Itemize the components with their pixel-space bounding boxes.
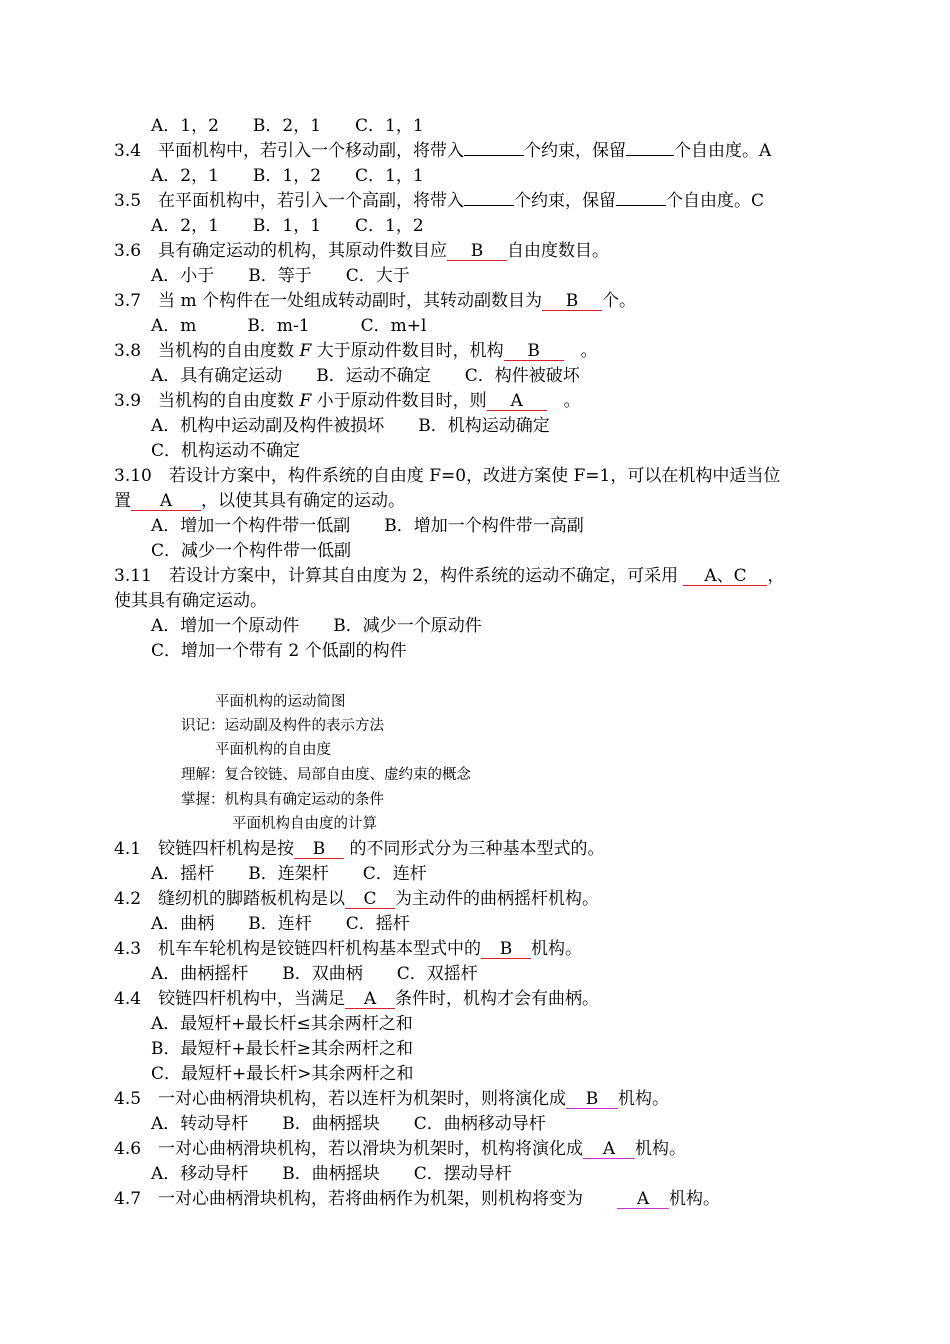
options-line <box>151 541 351 563</box>
line-text: C．最短杆+最长杆>其余两杆之和 <box>151 1064 414 1084</box>
options-line <box>151 416 550 438</box>
line-text: A．转动导杆 B．曲柄摇块 C．曲柄移动导杆 <box>151 1114 546 1134</box>
question-line <box>114 839 604 861</box>
answer-blank: A <box>487 392 547 411</box>
line-text: 个约束，保留 <box>524 141 627 161</box>
line-text: A．摇杆 B．连架杆 C．连杆 <box>151 864 427 884</box>
line-text: 自由度数目。 <box>507 241 610 261</box>
question-line <box>114 591 267 613</box>
line-text: 掌握：机构具有确定运动的条件 <box>181 792 384 808</box>
options-line <box>151 1039 413 1061</box>
outline-line <box>181 766 471 788</box>
line-text: A．机构中运动副及构件被损坏 B．机构运动确定 <box>151 416 550 436</box>
line-text: ，以使其具有确定的运动。 <box>201 491 405 511</box>
options-line <box>151 964 478 986</box>
line-text: A．曲柄摇杆 B．双曲柄 C．双摇杆 <box>151 964 478 984</box>
line-text: 条件时，机构才会有曲柄。 <box>395 989 600 1009</box>
options-line <box>151 441 300 463</box>
answer-blank <box>616 205 666 206</box>
outline-line <box>215 693 346 715</box>
options-line <box>151 216 424 238</box>
line-text: 理解：复合铰链、局部自由度、虚约束的概念 <box>181 767 471 783</box>
line-text: 3.11 若设计方案中，计算其自由度为 2，构件系统的运动不确定，可采用 <box>114 566 684 586</box>
answer-blank <box>626 155 674 156</box>
answer-blank: A <box>345 990 395 1009</box>
line-text: 4.3 机车车轮机构是铰链四杆机构基本型式中的 <box>114 939 482 959</box>
line-text: ， <box>767 566 785 586</box>
outline-line <box>181 791 384 813</box>
line-text: 3.6 具有确定运动的机构，其原动件数目应 <box>114 241 448 261</box>
options-line <box>151 266 410 288</box>
question-line <box>114 291 636 313</box>
question-line <box>114 341 598 363</box>
outline-line <box>232 815 377 837</box>
options-line <box>151 616 482 638</box>
options-line <box>151 516 584 538</box>
answer-blank: B <box>566 1090 618 1109</box>
question-line <box>114 566 784 588</box>
italic-symbol: F <box>299 341 312 361</box>
line-text: 平面机构自由度的计算 <box>232 816 377 832</box>
line-text: A．1，2 B．2，1 C．1，1 <box>151 116 424 136</box>
line-text: A．具有确定运动 B．运动不确定 C．构件被破坏 <box>151 366 580 386</box>
answer-blank <box>464 205 514 206</box>
line-text: 3.8 当机构的自由度数 <box>114 341 300 361</box>
line-text: 4.4 铰链四杆机构中，当满足 <box>114 989 346 1009</box>
line-text: A．增加一个构件带一低副 B．增加一个构件带一高副 <box>151 516 584 536</box>
line-text: 机构。 <box>618 1089 670 1109</box>
line-text: 3.5 在平面机构中，若引入一个高副，将带入 <box>114 191 465 211</box>
line-text: 个自由度。C <box>666 191 765 211</box>
line-text: 平面机构的自由度 <box>215 742 331 758</box>
line-text: 4.7 一对心曲柄滑块机构，若将曲柄作为机架，则机构将变为 <box>114 1189 618 1209</box>
question-line <box>114 1139 686 1161</box>
line-text: 大于原动件数目时，机构 <box>311 341 504 361</box>
line-text: A．增加一个原动件 B．减少一个原动件 <box>151 616 482 636</box>
line-text: 机构。 <box>531 939 583 959</box>
answer-blank: B <box>542 292 602 311</box>
line-text: 3.9 当机构的自由度数 <box>114 391 300 411</box>
line-text: 的不同形式分为三种基本型式的。 <box>344 839 605 859</box>
question-line <box>114 466 780 488</box>
answer-blank: A <box>617 1190 669 1209</box>
line-text: A．移动导杆 B．曲柄摇块 C．摆动导杆 <box>151 1164 512 1184</box>
answer-blank: A、C <box>683 567 767 586</box>
outline-line <box>181 717 384 739</box>
question-line <box>114 141 771 163</box>
outline-line <box>215 741 331 763</box>
options-line <box>151 366 580 388</box>
options-line <box>151 166 424 188</box>
line-text: 。 <box>546 391 581 411</box>
options-line <box>151 641 407 663</box>
line-text: 置 <box>114 491 131 511</box>
line-text: C．机构运动不确定 <box>151 441 301 461</box>
line-text: 个约束，保留 <box>514 191 617 211</box>
line-text: 平面机构的运动简图 <box>215 694 346 710</box>
line-text: C．减少一个构件带一低副 <box>151 541 352 561</box>
line-text: B．最短杆+最长杆≥其余两杆之和 <box>151 1039 413 1059</box>
question-line <box>114 1089 669 1111</box>
line-text: 个自由度。A <box>674 141 772 161</box>
options-line <box>151 1064 414 1086</box>
question-line <box>114 989 599 1011</box>
line-text: 识记：运动副及构件的表示方法 <box>181 718 384 734</box>
options-line <box>151 1014 413 1036</box>
options-line <box>151 864 427 886</box>
answer-blank: B <box>294 840 344 859</box>
line-text: C．增加一个带有 2 个低副的构件 <box>151 641 407 661</box>
line-text: 3.7 当 m 个构件在一处组成转动副时，其转动副数目为 <box>114 291 542 311</box>
answer-blank: A <box>583 1140 635 1159</box>
line-text: 机构。 <box>635 1139 687 1159</box>
answer-blank: B <box>504 342 564 361</box>
line-text: 个。 <box>601 291 636 311</box>
question-line <box>114 939 582 961</box>
answer-blank: B <box>447 242 507 261</box>
options-line <box>151 1164 512 1186</box>
answer-blank <box>464 155 524 156</box>
line-text: 4.6 一对心曲柄滑块机构，若以滑块为机架时，机构将演化成 <box>114 1139 584 1159</box>
question-line <box>114 491 405 513</box>
line-text: 4.5 一对心曲柄滑块机构，若以连杆为机架时，则将演化成 <box>114 1089 567 1109</box>
options-line <box>151 116 424 138</box>
line-text: A．2，1 B．1，1 C．1，2 <box>151 216 424 236</box>
line-text: A．曲柄 B．连杆 C．摇杆 <box>151 914 410 934</box>
line-text: 。 <box>563 341 598 361</box>
question-line <box>114 391 581 413</box>
answer-blank: A <box>131 492 201 511</box>
options-line <box>151 1114 546 1136</box>
question-line <box>114 1189 720 1211</box>
answer-blank: B <box>481 940 531 959</box>
line-text: 为主动件的曲柄摇杆机构。 <box>395 889 600 909</box>
line-text: 小于原动件数目时，则 <box>311 391 487 411</box>
line-text: A．最短杆+最长杆≤其余两杆之和 <box>151 1014 413 1034</box>
line-text: A．2，1 B．1，2 C．1，1 <box>151 166 424 186</box>
answer-blank: C <box>345 890 395 909</box>
options-line <box>151 316 426 338</box>
question-line <box>114 889 599 911</box>
question-line <box>114 191 764 213</box>
line-text: 3.10 若设计方案中，构件系统的自由度 F=0，改进方案使 F=1，可以在机构中适当位 <box>114 466 781 486</box>
line-text: 4.2 缝纫机的脚踏板机构是以 <box>114 889 346 909</box>
line-text: A．m B．m-1 C．m+l <box>151 316 427 336</box>
line-text: A．小于 B．等于 C．大于 <box>151 266 410 286</box>
line-text: 3.4 平面机构中，若引入一个移动副，将带入 <box>114 141 465 161</box>
line-text: 4.1 铰链四杆机构是按 <box>114 839 295 859</box>
question-line <box>114 241 609 263</box>
line-text: 机构。 <box>669 1189 721 1209</box>
line-text: 使其具有确定运动。 <box>114 591 267 611</box>
italic-symbol: F <box>299 391 312 411</box>
options-line <box>151 914 410 936</box>
